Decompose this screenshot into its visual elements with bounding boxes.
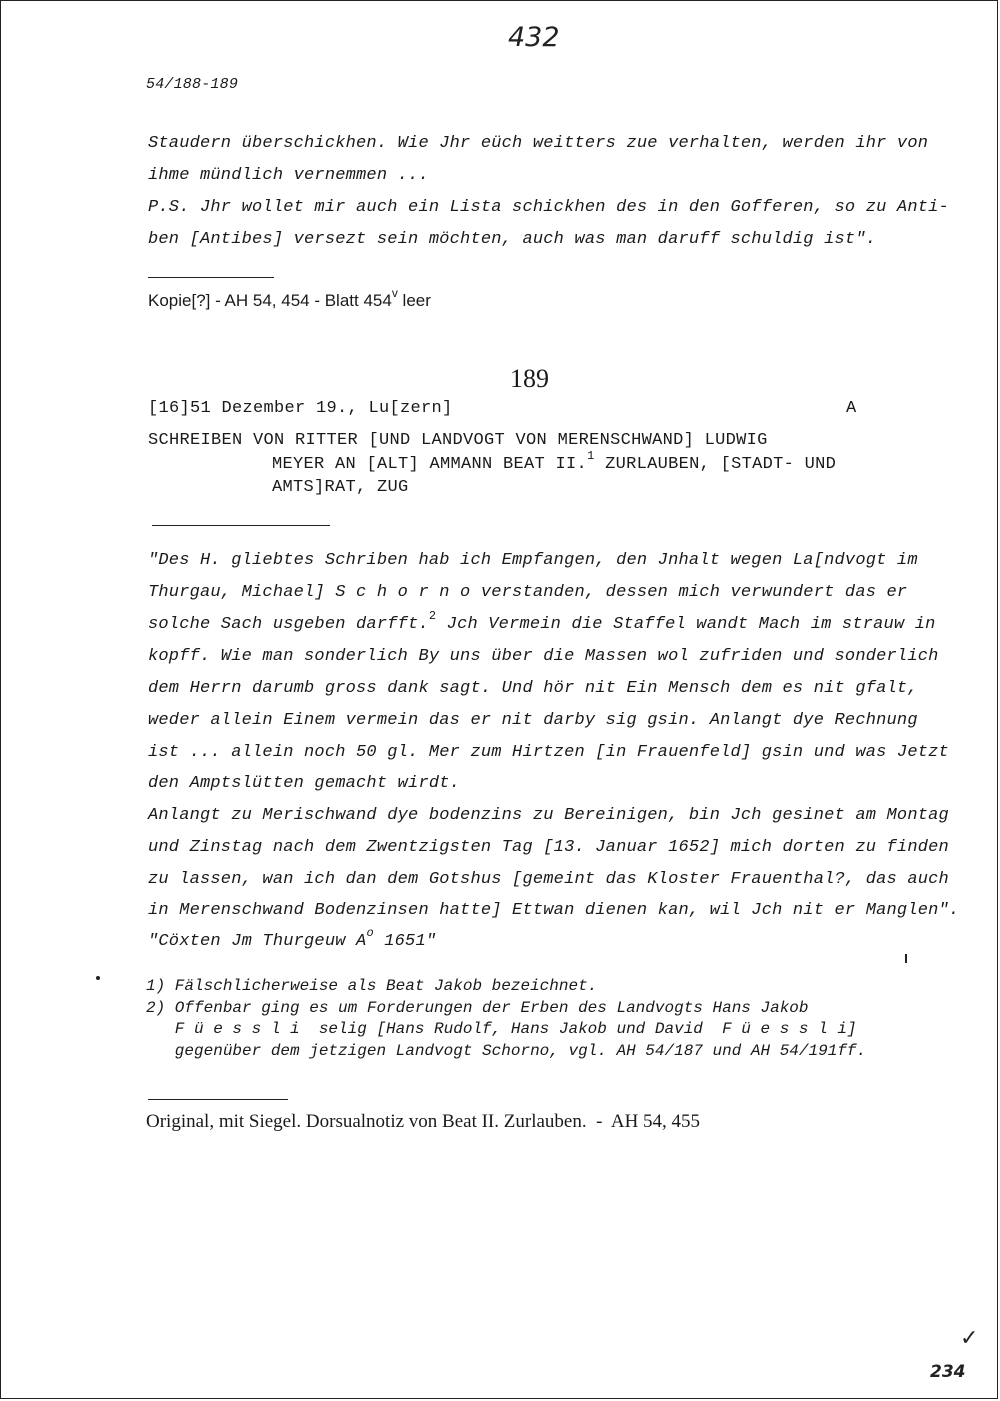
letter-line: ist ... allein noch 50 gl. Mer zum Hirtzen [in Frauenfeld] gsin und was Jetzt <box>148 743 949 762</box>
letter-text: solche Sach usgeben darfft. <box>148 615 429 634</box>
page-reference: 54/188-189 <box>146 76 239 93</box>
source-note: Original, mit Siegel. Dorsualnotiz von Beat II. Zurlauben. - AH 54, 455 <box>146 1111 701 1132</box>
footnote-ref-1: 1 <box>587 449 595 463</box>
separator-rule <box>148 277 274 278</box>
letter-line: zu lassen, wan ich dan dem Gotshus [gemeint das Kloster Frauenthal?, das auch <box>148 870 949 889</box>
letter-line: und Zinstag nach dem Zwentzigsten Tag [13. Januar 1652] mich dorten zu finden <box>148 838 949 857</box>
letter-line <box>148 609 936 634</box>
margin-dot <box>96 976 100 980</box>
prev-line: ihme mündlich vernemmen ... <box>148 166 429 185</box>
footnote-2-line: 2) Offenbar ging es um Forderungen der Erben des Landvogts Hans Jakob <box>146 999 809 1017</box>
handwritten-page-number: 432 <box>508 22 560 53</box>
prev-line: Staudern überschickhen. Wie Jhr eüch weitters zue verhalten, werden ihr von <box>148 134 929 153</box>
title-text: MEYER AN [ALT] AMMANN BEAT II. <box>272 455 588 474</box>
letter-line: "Des H. gliebtes Schriben hab ich Empfangen, den Jnhalt wegen La[ndvogt im <box>148 551 918 570</box>
letter-line: weder allein Einem vermein das er nit darby sig gsin. Anlangt dye Rechnung <box>148 711 918 730</box>
letter-line: Anlangt zu Merischwand dye bodenzins zu Bereinigen, bin Jch gesinet am Montag <box>148 806 949 825</box>
source-suffix: leer <box>397 291 431 310</box>
previous-source-note <box>148 286 431 311</box>
prev-line: ben [Antibes] versezt sein möchten, auch was man daruff schuldig ist". <box>148 230 877 249</box>
letter-closing <box>148 926 437 951</box>
letter-line: den Amptslütten gemacht wirdt. <box>148 774 461 793</box>
closing-text: "Cöxten Jm Thurgeuw A <box>148 932 367 951</box>
source-sup: v <box>391 286 398 300</box>
footnote-1: 1) Fälschlicherweise als Beat Jakob bezeichnet. <box>146 977 598 995</box>
handwritten-bottom-number: 234 <box>930 1362 966 1382</box>
title-line <box>272 449 837 474</box>
entry-number: 189 <box>510 364 549 393</box>
separator-rule <box>152 525 330 526</box>
letter-line: in Merenschwand Bodenzinsen hatte] Ettwan dienen kan, wil Jch nit er Manglen". <box>148 901 960 920</box>
closing-sup: o <box>366 926 374 940</box>
entry-grade: A <box>846 399 857 418</box>
title-line: AMTS]RAT, ZUG <box>272 478 409 497</box>
letter-line: kopff. Wie man sonderlich By uns über die Massen wol zufriden und sonderlich <box>148 647 939 666</box>
prev-line: P.S. Jhr wollet mir auch ein Lista schickhen des in den Gofferen, so zu Anti- <box>148 198 949 217</box>
letter-text: Jch Vermein die Staffel wandt Mach im strauw in <box>436 615 936 634</box>
footnote-2-line: gegenüber dem jetzigen Landvogt Schorno, vgl. AH 54/187 und AH 54/191ff. <box>146 1042 867 1060</box>
closing-text: 1651" <box>373 932 437 951</box>
letter-line: dem Herrn darumb gross dank sagt. Und hör nit Ein Mensch dem es nit gfalt, <box>148 679 918 698</box>
check-mark: ✓ <box>960 1326 979 1351</box>
entry-date: [16]51 Dezember 19., Lu[zern] <box>148 399 453 418</box>
footnote-ref-2: 2 <box>428 609 437 623</box>
letter-line: Thurgau, Michael] S c h o r n o verstanden, dessen mich verwundert das er <box>148 583 908 602</box>
separator-rule <box>148 1099 288 1100</box>
title-line: SCHREIBEN VON RITTER [UND LANDVOGT VON MERENSCHWAND] LUDWIG <box>148 431 768 450</box>
title-text: ZURLAUBEN, [STADT- UND <box>594 455 837 474</box>
source-prefix: Kopie[?] - AH 54, 454 - Blatt 454 <box>148 291 392 310</box>
margin-tick <box>905 954 907 963</box>
footnote-2-line: F ü e s s l i selig [Hans Rudolf, Hans Jakob und David F ü e s s l i] <box>146 1020 857 1038</box>
